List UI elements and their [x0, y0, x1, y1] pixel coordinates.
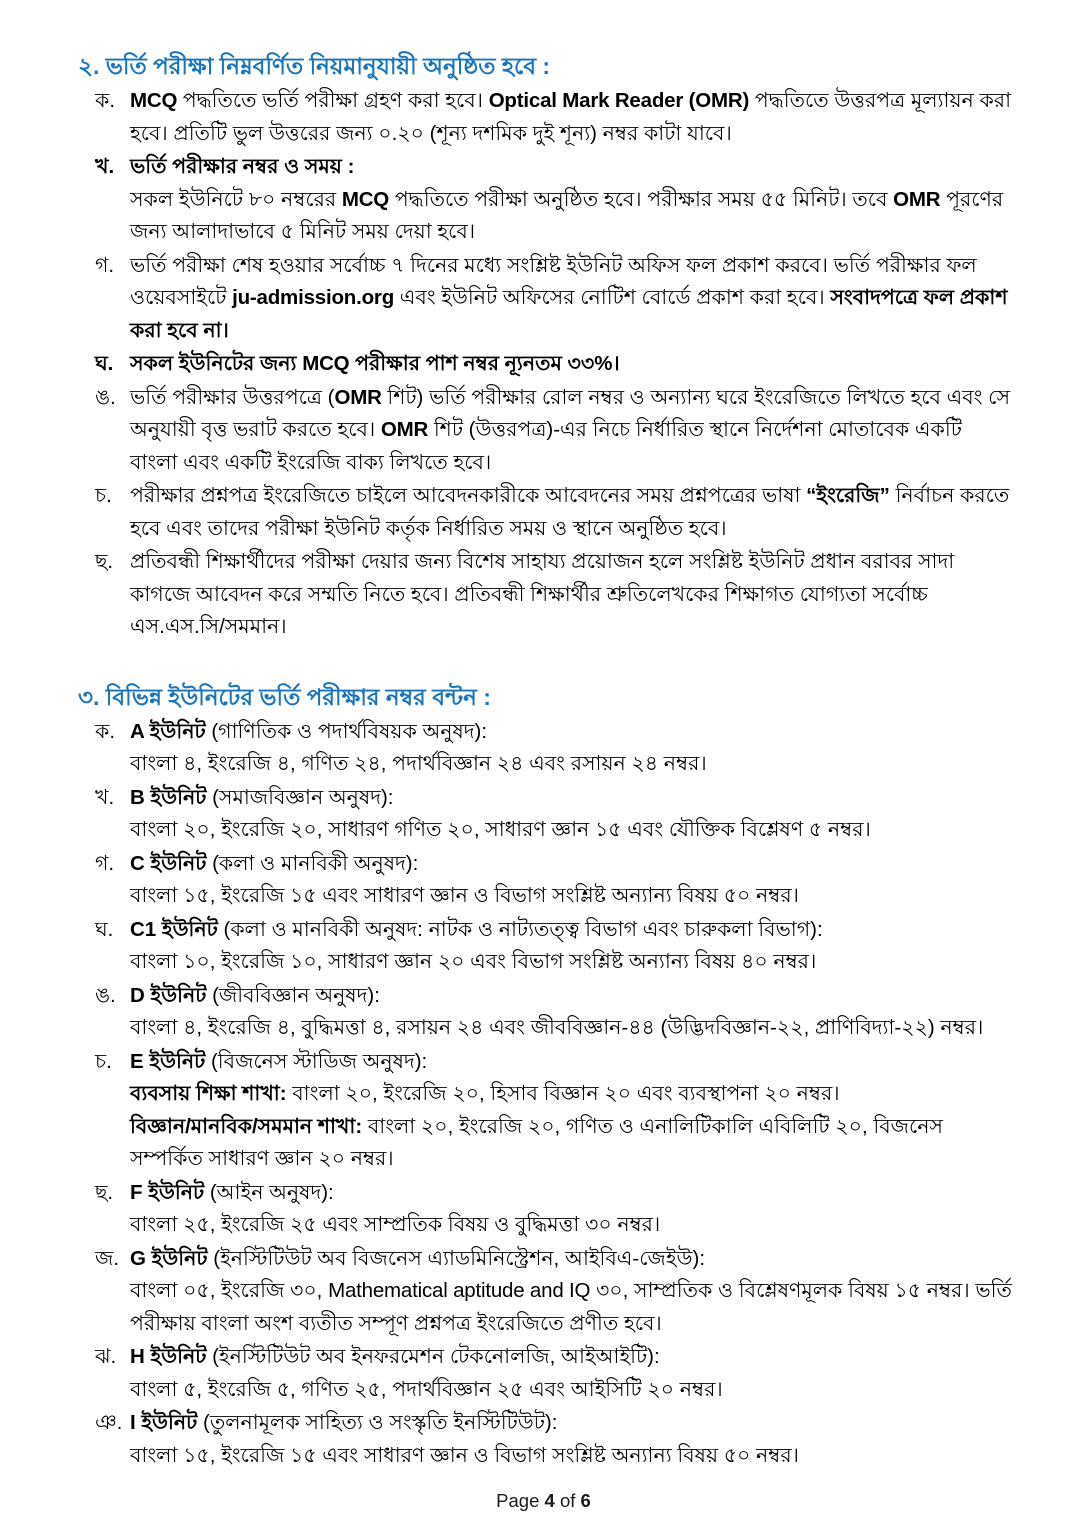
- item-line: [130, 1341, 1013, 1374]
- text-segment: ৩০, সাম্প্রতিক ও বিশ্লেষণমূলক বিষয় ১৫ নম্বর। ভর্তি পরীক্ষায় বাংলা অংশ ব্যতীত সম্পূণ প্রশ্নপত্র ইংরেজিতে প্রণীত হবে।: [130, 1279, 1012, 1335]
- list-item: [78, 1243, 1013, 1341]
- item-line: [130, 85, 1013, 150]
- text-segment: “ইংরেজি”: [806, 484, 890, 507]
- list-item: [78, 546, 1013, 644]
- list-item: [78, 1407, 1013, 1472]
- text-segment: বাংলা ২০, ইংরেজি ২০, গণিত ও এনালিটিকালি এবিলিটি ২০, বিজনেস সম্পর্কিত সাধারণ জ্ঞান ২০ নম্বর।: [130, 1114, 943, 1170]
- list-item: [78, 382, 1013, 480]
- item-content: [130, 980, 1013, 1045]
- item-content: [130, 1177, 1013, 1242]
- item-line: [130, 480, 1013, 545]
- text-segment: বাংলা ১৫, ইংরেজি ১৫ এবং সাধারণ জ্ঞান ও বিভাগ সংশ্লিষ্ট অন্যান্য বিষয় ৫০ নম্বর।: [130, 1443, 799, 1467]
- footer-total-pages: 6: [580, 1490, 591, 1511]
- item-marker: ছ.: [95, 1180, 114, 1204]
- list-item: [78, 716, 1013, 781]
- item-line: [130, 546, 1013, 644]
- text-segment: H ইউনিট: [130, 1345, 207, 1368]
- item-line: [130, 946, 1013, 979]
- item-content: [130, 782, 1013, 847]
- text-segment: বাংলা ৪, ইংরেজি ৪, গণিত ২৪, পদার্থবিজ্ঞান ২৪ এবং রসায়ন ২৪ নম্বর।: [130, 752, 707, 775]
- latin-text-segment: Mathematical aptitude and IQ: [328, 1279, 591, 1302]
- list-item: [78, 914, 1013, 979]
- text-segment: বাংলা ৪, ইংরেজি ৪, বুদ্ধিমত্তা ৪, রসায়ন ২৪ এবং জীববিজ্ঞান-৪৪ (উদ্ভিদবিজ্ঞান-২২, প্রাণিবিদ্যা-২২) নম্বর।: [130, 1016, 984, 1039]
- item-content: [130, 382, 1013, 480]
- item-line: [130, 848, 1013, 881]
- item-content: [130, 848, 1013, 913]
- footer-of-word: of: [554, 1490, 581, 1511]
- latin-text-segment: MCQ: [341, 187, 390, 211]
- text-segment: (কলা ও মানবিকী অনুষদ: নাটক ও নাট্যতত্ত্ব বিভাগ এবং চারুকলা বিভাগ):: [217, 917, 823, 941]
- section-2-list: [78, 85, 1013, 644]
- item-line: [130, 250, 1013, 348]
- list-item: [78, 980, 1013, 1045]
- footer-page-prefix: Page: [496, 1490, 545, 1511]
- item-line: [130, 1111, 1013, 1176]
- text-segment: পদ্ধতিতে পরীক্ষা অনুষ্ঠিত হবে। পরীক্ষার সময় ৫৫ মিনিট। তবে: [389, 187, 894, 211]
- item-marker: ঙ.: [95, 983, 116, 1007]
- text-segment: সকল ইউনিটের জন্য: [130, 352, 303, 375]
- text-segment: এবং ইউনিট অফিসের নোটিশ বোর্ডে প্রকাশ করা হবে।: [394, 286, 831, 309]
- text-segment: (ইনস্টিটিউট অব ইনফরমেশন টেকনোলজি, আইআইটি):: [206, 1345, 660, 1368]
- item-content: [130, 151, 1013, 249]
- item-content: [130, 1046, 1013, 1176]
- item-line: [130, 184, 1013, 249]
- item-line: [130, 1374, 1013, 1407]
- item-marker: ছ.: [95, 550, 114, 573]
- text-segment: শিট (উত্তরপত্র)-এর নিচে নির্ধারিত স্থানে নির্দেশনা মোতাবেক একটি বাংলা এবং একটি ইংরেজি বাক্য লিখতে হবে।: [130, 418, 962, 474]
- latin-text-segment: OMR: [380, 418, 429, 441]
- item-line: [130, 814, 1013, 847]
- text-segment: বাংলা ০৫, ইংরেজি ৩০,: [130, 1279, 329, 1302]
- text-segment: (সমাজবিজ্ঞান অনুষদ):: [206, 785, 394, 809]
- text-segment: (জীববিজ্ঞান অনুষদ):: [206, 983, 380, 1007]
- text-segment: বাংলা ২৫, ইংরেজি ২৫ এবং সাম্প্রতিক বিষয় ও বুদ্ধিমত্তা ৩০ নম্বর।: [130, 1213, 661, 1236]
- item-content: [130, 85, 1013, 150]
- item-content: [130, 716, 1013, 781]
- item-line: [130, 880, 1013, 913]
- item-content: [130, 1243, 1013, 1341]
- text-segment: G ইউনিট: [130, 1246, 208, 1270]
- text-segment: (গাণিতিক ও পদার্থবিষয়ক অনুষদ):: [205, 719, 488, 743]
- text-segment: A ইউনিট: [130, 719, 206, 743]
- item-marker: জ.: [95, 1246, 120, 1270]
- item-content: [130, 250, 1013, 348]
- item-marker: ঘ.: [95, 352, 114, 375]
- item-content: [130, 546, 1013, 644]
- item-line: [130, 382, 1013, 480]
- text-segment: বাংলা ১৫, ইংরেজি ১৫ এবং সাধারণ জ্ঞান ও বিভাগ সংশ্লিষ্ট অন্যান্য বিষয় ৫০ নম্বর।: [130, 884, 799, 907]
- item-marker: গ.: [95, 851, 115, 875]
- item-line: [130, 748, 1013, 781]
- list-item: [78, 848, 1013, 913]
- item-line: [130, 1078, 1013, 1111]
- item-content: [130, 914, 1013, 979]
- item-line: [130, 782, 1013, 815]
- item-line: [130, 716, 1013, 749]
- text-segment: (আইন অনুষদ):: [204, 1180, 334, 1204]
- item-line: [130, 348, 1013, 381]
- text-segment: D ইউনিট: [130, 983, 207, 1007]
- text-segment: নির্বাচন করতে হবে এবং তাদের পরীক্ষা ইউনিট কর্তৃক নির্ধারিত সময় ও স্থানে অনুষ্ঠিত হবে।: [130, 484, 1010, 540]
- latin-text-segment: MCQ: [130, 89, 183, 112]
- item-line: [130, 1407, 1013, 1440]
- footer-page-number: 4: [544, 1490, 555, 1511]
- item-line: [130, 151, 1013, 184]
- text-segment: পূরণের জন্য আলাদাভাবে ৫ মিনিট সময় দেয়া হবে।: [130, 187, 1004, 243]
- latin-text-segment: OMR: [334, 385, 382, 409]
- list-item: [78, 250, 1013, 348]
- text-segment: (ইনস্টিটিউট অব বিজনেস এ্যাডমিনিস্ট্রেশন, আইবিএ-জেইউ):: [207, 1246, 706, 1270]
- section-2-heading: ২. ভর্তি পরীক্ষা নিম্নবর্ণিত নিয়মানুযায়ী অনুষ্ঠিত হবে :: [78, 53, 551, 79]
- text-segment: সকল ইউনিটে ৮০ নম্বরের: [130, 187, 342, 211]
- item-line: [130, 1046, 1013, 1079]
- text-segment: পদ্ধতিতে ভর্তি পরীক্ষা গ্রহণ করা হবে।: [182, 89, 489, 112]
- item-marker: চ.: [95, 1049, 112, 1073]
- text-segment: পরীক্ষার পাশ নম্বর ন্যূনতম ৩৩%।: [349, 352, 620, 375]
- text-segment: ভর্তি পরীক্ষার উত্তরপত্রে (: [130, 385, 335, 409]
- item-marker: ক.: [95, 89, 116, 112]
- text-segment: C1 ইউনিট: [130, 917, 218, 941]
- text-segment: বিজ্ঞান/মানবিক/সমমান শাখা:: [130, 1114, 363, 1138]
- text-segment: ব্যবসায় শিক্ষা শাখা:: [130, 1082, 287, 1105]
- list-item: [78, 782, 1013, 847]
- text-segment: I ইউনিট: [130, 1411, 198, 1434]
- text-segment: B ইউনিট: [130, 785, 207, 809]
- item-content: [130, 1407, 1013, 1472]
- list-item: [78, 348, 1013, 381]
- text-segment: ভর্তি পরীক্ষা শেষ হওয়ার সর্বোচ্চ ৭ দিনের মধ্যে সংশ্লিষ্ট ইউনিট অফিস ফল প্রকাশ করবে। ভর্তি পরীক্ষার ফল ওয়েবসাইটে: [130, 253, 977, 309]
- page-footer: [0, 1490, 1087, 1512]
- item-marker: ঘ.: [95, 917, 114, 941]
- text-segment: (বিজনেস স্টাডিজ অনুষদ):: [205, 1049, 428, 1073]
- text-segment: F ইউনিট: [130, 1180, 205, 1204]
- text-segment: সংবাদপত্রে ফল প্রকাশ করা হবে না।: [130, 286, 1008, 342]
- item-marker: খ.: [95, 155, 115, 178]
- item-line: [130, 1243, 1013, 1276]
- text-segment: বাংলা ৫, ইংরেজি ৫, গণিত ২৫, পদার্থবিজ্ঞান ২৫ এবং আইসিটি ২০ নম্বর।: [130, 1377, 723, 1401]
- list-item: [78, 480, 1013, 545]
- latin-text-segment: Optical Mark Reader (OMR): [488, 89, 750, 112]
- text-segment: (কলা ও মানবিকী অনুষদ):: [206, 851, 419, 875]
- list-item: [78, 85, 1013, 150]
- item-line: [130, 1012, 1013, 1045]
- latin-text-segment: ju-admission.org: [232, 286, 395, 309]
- text-segment: প্রতিবন্ধী শিক্ষার্থীদের পরীক্ষা দেয়ার জন্য বিশেষ সাহায্য প্রয়োজন হলে সংশ্লিষ্ট ইউনিট প্রধান বরাবর সাদা কাগজে আবেদন করে সম্মতি নিতে হবে। প্রতিবন্ধী শিক্ষার্থীর শ্রুতিলেখকের শিক্ষাগত যোগ্যতা সর্বোচ্চ এস.এস.সি/সমমান।: [130, 550, 955, 638]
- text-segment: পদ্ধতিতে উত্তরপত্র মূল্যায়ন করা হবে। প্রতিটি ভুল উত্তরের জন্য ০.২০ (শূন্য দশমিক দুই শূন্য) নম্বর কাটা যাবে।: [130, 89, 1012, 145]
- section-3-list: [78, 716, 1013, 1473]
- item-marker: চ.: [95, 484, 112, 507]
- item-marker: গ.: [95, 253, 115, 277]
- item-line: [130, 980, 1013, 1013]
- item-content: [130, 348, 1013, 381]
- text-segment: পরীক্ষার প্রশ্নপত্র ইংরেজিতে চাইলে আবেদনকারীকে আবেদনের সময় প্রশ্নপত্রের ভাষা: [130, 484, 807, 507]
- list-item: [78, 1177, 1013, 1242]
- item-marker: ঞ.: [95, 1411, 123, 1434]
- item-marker: ক.: [95, 719, 116, 743]
- list-item: [78, 1341, 1013, 1406]
- text-segment: (তুলনামূলক সাহিত্য ও সংস্কৃতি ইনস্টিটিউট):: [197, 1411, 558, 1434]
- text-segment: বাংলা ২০, ইংরেজি ২০, সাধারণ গণিত ২০, সাধারণ জ্ঞান ১৫ এবং যৌক্তিক বিশ্লেষণ ৫ নম্বর।: [130, 818, 871, 841]
- text-segment: E ইউনিট: [130, 1049, 206, 1073]
- item-line: [130, 1440, 1013, 1473]
- text-segment: C ইউনিট: [130, 851, 207, 875]
- text-segment: শিট) ভর্তি পরীক্ষার রোল নম্বর ও অন্যান্য ঘরে ইংরেজিতে লিখতে হবে এবং সে অনুযায়ী বৃত্ত ভরাট করতে হবে।: [130, 385, 1011, 441]
- text-segment: ভর্তি পরীক্ষার নম্বর ও সময় :: [130, 155, 355, 178]
- list-item: [78, 1046, 1013, 1176]
- item-line: [130, 914, 1013, 947]
- text-segment: বাংলা ১০, ইংরেজি ১০, সাধারণ জ্ঞান ২০ এবং বিভাগ সংশ্লিষ্ট অন্যান্য বিষয় ৪০ নম্বর।: [130, 950, 817, 973]
- item-marker: ঙ.: [95, 385, 116, 409]
- item-line: [130, 1275, 1013, 1340]
- item-content: [130, 480, 1013, 545]
- item-marker: খ.: [95, 785, 115, 809]
- latin-text-segment: MCQ: [302, 352, 350, 375]
- item-content: [130, 1341, 1013, 1406]
- latin-text-segment: OMR: [893, 187, 941, 211]
- item-line: [130, 1177, 1013, 1210]
- text-segment: বাংলা ২০, ইংরেজি ২০, হিসাব বিজ্ঞান ২০ এবং ব্যবস্থাপনা ২০ নম্বর।: [286, 1082, 840, 1105]
- item-marker: ঝ.: [95, 1345, 117, 1368]
- item-line: [130, 1209, 1013, 1242]
- section-3-heading: ৩. বিভিন্ন ইউনিটের ভর্তি পরীক্ষার নম্বর বন্টন :: [78, 683, 491, 710]
- list-item: [78, 151, 1013, 249]
